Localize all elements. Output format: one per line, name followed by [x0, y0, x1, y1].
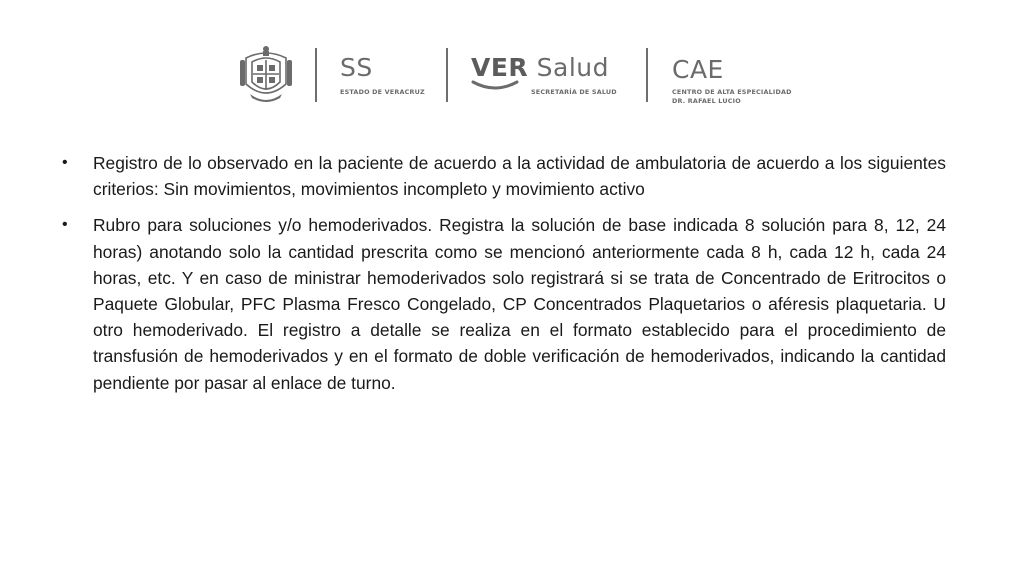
cae-logo-subtitle-line2: DR. RAFAEL LUCIO: [672, 97, 741, 105]
list-item: [62, 212, 946, 395]
cae-logo-subtitle-line1: CENTRO DE ALTA ESPECIALIDAD: [672, 88, 792, 96]
header-divider: [315, 48, 317, 102]
header-divider: [646, 48, 648, 102]
veracruz-coat-of-arms-icon: [236, 44, 296, 106]
ver-logo-text: VER: [471, 53, 529, 82]
list-item: [62, 150, 946, 202]
ver-salud-logo-title: [471, 54, 609, 82]
salud-logo-text: Salud: [536, 53, 609, 82]
header-divider: [446, 48, 448, 102]
bullet-text: Registro de lo observado en la paciente de acuerdo a la actividad de ambulatoria de acuerdo a los siguientes criterios: Sin movimientos, movimientos incompleto y movimiento activo: [93, 153, 946, 200]
ver-smile-icon: [471, 80, 519, 90]
bullet-text: Rubro para soluciones y/o hemoderivados. Registra la solución de base indicada 8 solución para 8, 12, 24 horas) anotando solo la cantidad prescrita como se mencionó anteriormente cada 8 h, cada 12 h, cada 24 horas, etc. Y en caso de ministrar hemoderivados solo registrará si se trata de Concentrado de Eritrocitos o Paquete Globular, PFC Plasma Fresco Congelado, CP Concentrados Plaquetarios o aféresis plaquetaria. U otro hemoderivado. El registro a detalle se realiza en el formato establecido para el procedimiento de transfusión de hemoderivados y en el formato de doble verificación de hemoderivados, indicando la cantidad pendiente por pasar al enlace de turno.: [93, 215, 946, 393]
bullet-icon: •: [62, 216, 68, 234]
ss-logo-subtitle: ESTADO DE VERACRUZ: [340, 88, 425, 96]
bullet-list: [62, 150, 946, 406]
ss-logo-title: SS: [340, 53, 373, 82]
ver-salud-logo-subtitle: SECRETARÍA DE SALUD: [531, 88, 617, 96]
header-logos: [236, 42, 816, 106]
bullet-icon: •: [62, 154, 68, 171]
cae-logo-title: CAE: [672, 55, 724, 84]
